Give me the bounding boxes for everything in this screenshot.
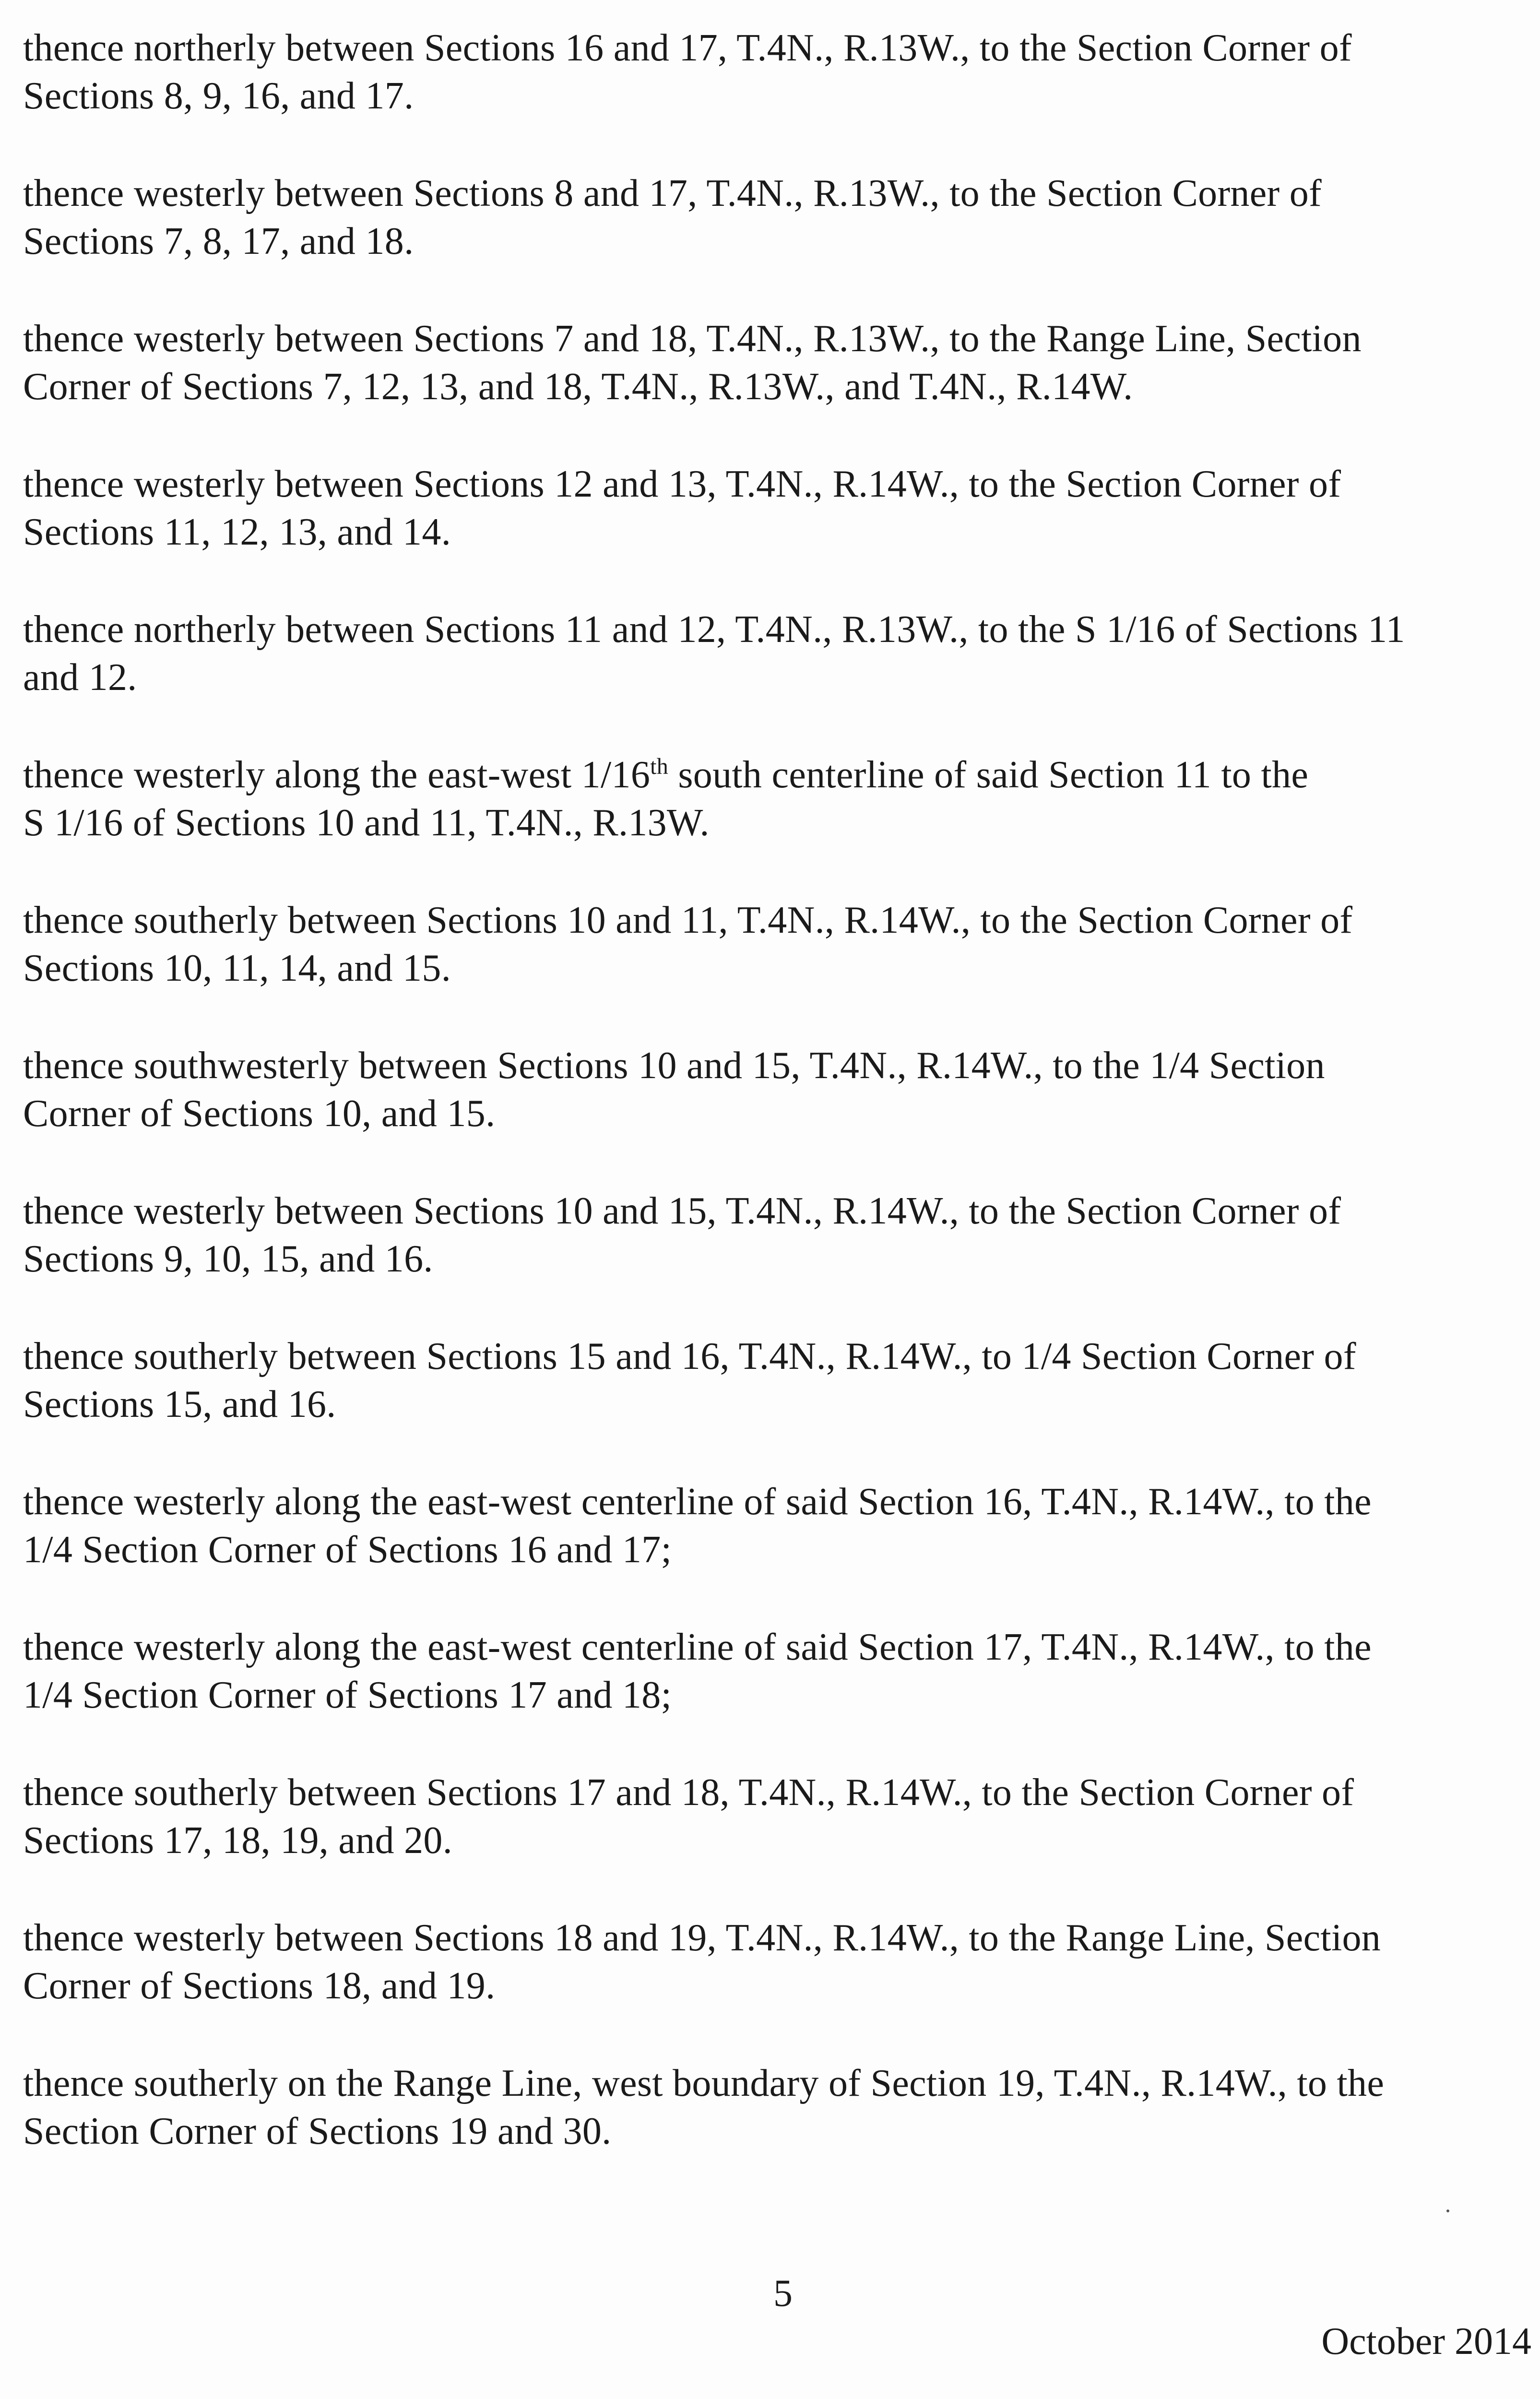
paragraph-line: thence southerly between Sections 10 and 11, T.4N., R.14W., to the Section Corner of [23,899,1353,941]
paragraph-line: thence southerly between Sections 17 and 18, T.4N., R.14W., to the Section Corner of [23,1771,1354,1814]
paragraph-line: thence westerly along the east-west centerline of said Section 16, T.4N., R.14W., to the [23,1481,1372,1523]
paragraph-line: thence westerly between Sections 8 and 17, T.4N., R.13W., to the Section Corner of [23,172,1322,214]
ordinal-superscript: th [650,754,669,779]
boundary-call-paragraph [23,24,1534,120]
boundary-call-paragraph [23,460,1534,556]
paragraph-line: Corner of Sections 10, and 15. [23,1093,496,1135]
paragraph-line: thence westerly along the east-west centerline of said Section 17, T.4N., R.14W., to the [23,1626,1372,1668]
boundary-call-paragraph [23,1623,1534,1719]
boundary-call-paragraph [23,1187,1534,1283]
paragraph-line: thence westerly between Sections 7 and 18, T.4N., R.13W., to the Range Line, Section [23,318,1362,360]
paragraph-line: Sections 9, 10, 15, and 16. [23,1238,433,1280]
paragraph-line: thence westerly between Sections 12 and 13, T.4N., R.14W., to the Section Corner of [23,463,1341,505]
paragraph-line: 1/4 Section Corner of Sections 16 and 17; [23,1529,672,1571]
line-segment: south centerline of said Section 11 to the [668,754,1309,796]
paragraph-line: thence southerly between Sections 15 and 16, T.4N., R.14W., to 1/4 Section Corner of [23,1335,1356,1378]
paragraph-line: Sections 17, 18, 19, and 20. [23,1819,453,1862]
paragraph-line: thence southwesterly between Sections 10 and 15, T.4N., R.14W., to the 1/4 Section [23,1045,1325,1087]
paragraph-line: Sections 15, and 16. [23,1383,336,1425]
boundary-call-paragraph [23,751,1534,847]
paragraph-line [23,751,1534,799]
paragraph-line: Corner of Sections 7, 12, 13, and 18, T.4N., R.13W., and T.4N., R.14W. [23,366,1133,408]
boundary-call-paragraph [23,1042,1534,1138]
paragraph-line: Section Corner of Sections 19 and 30. [23,2110,612,2152]
boundary-call-paragraph [23,1478,1534,1574]
scan-speck [1446,2209,1449,2212]
line-segment: thence westerly along the east-west 1/16 [23,754,651,796]
boundary-call-paragraph [23,2059,1534,2155]
paragraph-line: S 1/16 of Sections 10 and 11, T.4N., R.13W. [23,802,710,844]
boundary-call-paragraph [23,1332,1534,1428]
boundary-call-paragraph [23,896,1534,992]
paragraph-line: Sections 10, 11, 14, and 15. [23,947,451,989]
boundary-call-paragraph [23,315,1534,411]
paragraph-line: 1/4 Section Corner of Sections 17 and 18; [23,1674,672,1716]
paragraph-line: Corner of Sections 18, and 19. [23,1965,496,2007]
paragraph-line: thence westerly between Sections 10 and 15, T.4N., R.14W., to the Section Corner of [23,1190,1341,1232]
paragraph-line: Sections 7, 8, 17, and 18. [23,220,414,262]
paragraph-line: thence northerly between Sections 11 and 12, T.4N., R.13W., to the S 1/16 of Sections 11 [23,608,1405,651]
footer-date: October 2014 [1321,2320,1531,2363]
boundary-call-paragraph [23,1914,1534,2010]
paragraph-line: Sections 8, 9, 16, and 17. [23,75,414,117]
boundary-call-paragraph [23,169,1534,265]
paragraph-line: and 12. [23,656,137,699]
paragraph-line: thence southerly on the Range Line, west boundary of Section 19, T.4N., R.14W., to the [23,2062,1385,2104]
legal-description-body [23,24,1534,2205]
paragraph-line: Sections 11, 12, 13, and 14. [23,511,451,553]
paragraph-line: thence westerly between Sections 18 and 19, T.4N., R.14W., to the Range Line, Section [23,1917,1381,1959]
boundary-call-paragraph [23,606,1534,701]
paragraph-line: thence northerly between Sections 16 and 17, T.4N., R.13W., to the Section Corner of [23,27,1352,69]
page-number: 5 [773,2272,793,2315]
boundary-call-paragraph [23,1769,1534,1865]
